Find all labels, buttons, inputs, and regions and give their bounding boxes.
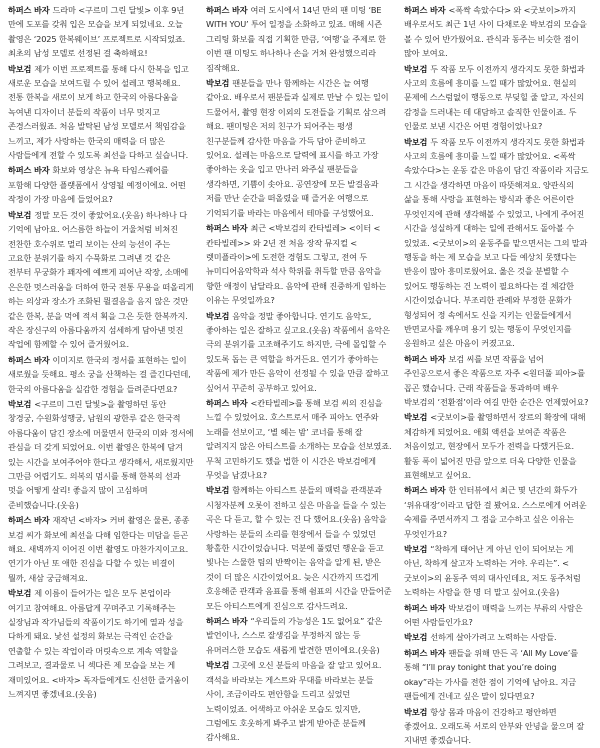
speaker-label: 박보검 (404, 136, 428, 147)
paragraph-text: 보검 씨를 보면 작품을 넘어 주인공으로서 좋은 작품으로 자주 <원더풀 피아>를 꼽곤 했습니다. 근래 작품들을 통과하며 배우 박보검의 ‘전환점’이라 여길 만한 순간은 언제였어요? (404, 353, 589, 407)
speaker-label: 박보검 (404, 412, 428, 423)
interview-paragraph (8, 208, 194, 352)
speaker-label: 박보검 (206, 485, 230, 496)
interview-paragraph (404, 352, 590, 410)
speaker-label: 하퍼스 바자 (404, 647, 446, 658)
interview-paragraph (206, 309, 392, 395)
interview-paragraph (206, 3, 392, 75)
interview-paragraph (404, 646, 590, 704)
interview-paragraph (404, 135, 590, 351)
paragraph-text: “우리들의 가능성은 1도 없어요” 같은 발언이나, 스스로 잘생김을 부정하지 않는 등 유머러스한 모습도 새롭게 발견한 면이에요.(웃음) (206, 616, 383, 655)
interview-paragraph (206, 483, 392, 613)
interview-paragraph (404, 705, 590, 748)
interview-paragraph (404, 630, 590, 644)
interview-paragraph (206, 658, 392, 744)
paragraph-text: 박보검이 매력을 느끼는 부류의 사람은 어떤 사람들인가요? (404, 602, 583, 628)
interview-paragraph (8, 353, 194, 396)
paragraph-text: “착하게 태어난 게 아닌 인이 되어보는 게 아닌, 착하게 살고자 노력하는 거야. 우리는”. <굿보이>의 윤동주 역의 대사인데요, 저도 동주처럼 노력하는 사람을 한 명 더 말고 싶어요.(웃음) (404, 544, 581, 598)
interview-paragraph (404, 601, 590, 630)
paragraph-text: <구르미 그린 달빛>을 촬영하던 동안 창경궁, 수원화성행궁, 남원의 광한루 같은 한국적 아름다움이 담긴 장소에 머물면서 한국의 미와 정서에 관심을 더 갖게 되었어요. 이번 촬영은 한복에 담겨 있는 시간을 보여주어야 한다고 생각해서, 새로웠지만 그만큼 어렵기도. 의복의 멈시를 통해 한복의 선과 멋을 어떻게 살리! 좋을지 많이 고심하며 준비했습니다.(웃음) (8, 398, 194, 510)
interview-paragraph (206, 614, 392, 657)
paragraph-text: 이미지로 한국의 정서를 표현하는 일이 새로웠을 듯해요. 평소 궁을 산책하는 걸 즐긴다던데, 한국의 아름다움을 실감한 경험을 들려준다면요? (8, 354, 191, 394)
speaker-label: 하퍼스 바자 (404, 602, 446, 613)
paragraph-text: 한 인터뷰에서 최근 몇 년간의 화두가 ‘위유대장’이라고 답한 걸 봤어요. 스스로에게 어려운 숙제를 주면서까지 그 점을 고수하고 싶은 이유는 무엇인가요? (404, 485, 587, 539)
speaker-label: 박보검 (404, 544, 428, 555)
interview-paragraph (8, 3, 194, 61)
speaker-label: 하퍼스 바자 (8, 515, 50, 526)
interview-paragraph (8, 163, 194, 206)
interview-paragraph (404, 483, 590, 541)
paragraph-text: 최근 <박보검의 칸타빌레> <이터 <칸타빌레>> 와 2년 전 처음 장작 뮤지컬 <렛미플라이>에 도전한 경험도 그렇고, 전여 두 뉴미디어음악학과 석사 학위를 취득할 만큼 음악을 향한 애정이 남달라요. 음악에 관해 진중하게 임하는 이유는 무엇일까요? (206, 223, 387, 306)
interview-paragraph (206, 221, 392, 307)
paragraph-text: 팬들을 위해 만든 곡 ‘All My Love’를 통해 “I’ll pray tonight that you’re doing okay”라는 가사를 전한 점이 기억에 남아요. 지금 팬들에게 건네고 싶은 말이 있다면요? (404, 647, 578, 702)
speaker-label: 하퍼스 바자 (206, 616, 248, 627)
paragraph-text: 정말 모든 것이 좋았어요.(웃음) 하나하나 다 기억에 남아요. 어스름한 하늘이 거울처럼 비쳐진 전찬한 호수위로 멀리 보이는 산의 능선이 주는 고요한 분위기를 하지 수묵화로 그려낸 것 같은 전부터 무궁화가 꽤자에 예쁘게 피어난 작장, 소매에 은은한 멋스러움을 더하여 한국 전통 무용을 떠올리게 하는 의상과 장소가 조화된 뮐결음을 음지 않은 것만 같은 한복, 분을 먹에 적셔 획을 그은 듯한 한복까지. 작은 장신구의 아름다움까지 섬세하게 담아낸 멋진 작업에 함께할 수 있어 즐거웠어요. (8, 209, 194, 350)
speaker-label: 박보검 (404, 632, 428, 643)
speaker-label: 하퍼스 바자 (404, 353, 446, 364)
speaker-label: 박보검 (206, 78, 230, 89)
paragraph-text: 항상 몸과 마음이 건강하고 평안하면 좋겠어요. 오래도록 서로의 안부와 안녕을 물으며 잘 지내면 좋겠습니다. (404, 706, 585, 746)
interview-paragraph (8, 513, 194, 585)
text-column-1 (8, 3, 194, 700)
speaker-label: 하퍼스 바자 (206, 5, 248, 15)
interview-paragraph (8, 397, 194, 512)
text-column-2 (206, 3, 392, 743)
speaker-label: 박보검 (404, 706, 428, 717)
speaker-label: 하퍼스 바자 (8, 354, 50, 365)
text-column-3 (404, 3, 590, 746)
paragraph-text: <굿보이>를 촬영하면서 장르의 확장에 대해 체감하게 되었어요. 애회 액션을 보여준 작품은 처음이었고, 현장에서 모두가 전력을 다했거든요. 활동 폭이 넓어진 만큼 앞으로 더욱 다양한 인물을 표현해보고 싶어요. (404, 412, 586, 480)
interview-paragraph (206, 76, 392, 220)
paragraph-text: 두 작품 모두 이전까지 생각지도 못한 화법과 사고의 흐름에 흥미를 느낄 때가 많았어요. 현실의 문제에 스스럼없이 행동으로 부딪힐 줄 알고, 자신의 감정을 드러내는 데 대담하고 솔직한 인물이죠. 두 인물로 보낸 시간은 어떤 경험이었나요? (404, 63, 585, 132)
speaker-label: 하퍼스 바자 (404, 5, 446, 15)
interview-paragraph (206, 396, 392, 482)
paragraph-text: 드라마 <구르미 그린 달빛> 이후 9년 만에 도포를 갖춰 입은 모습을 보게 되었네요. 오늘 촬영은 ‘2025 한복웨이브’ 프로젝트로 시작되었죠. 최초의 남성 모델로 선정된 걸 축하해요! (8, 5, 186, 59)
speaker-label: 하퍼스 바자 (8, 165, 50, 176)
interview-paragraph (404, 3, 590, 61)
paragraph-text: 제 이름이 들어가는 일은 모두 본업이라 여기고 참여해요. 아름답게 꾸며주고 기록해주는 실장님과 작가님들의 작품이기도 하기에 열과 성을 다하게 돼요. 낯선 설정의 화보는 극적인 순간을 연출할 수 있는 작업이라 머릿속으로 계속 역할을 그려보고, 결과물로 니 섹다른 제 모습을 보는 게 재미있어요. <바자> 독자들에게도 신선한 즐거움이 느껴지면 좋겠네요.(웃음) (8, 588, 189, 700)
speaker-label: 박보검 (8, 588, 32, 599)
speaker-label: 박보검 (206, 310, 230, 321)
interview-paragraph (404, 62, 590, 134)
paragraph-text: 함께하는 아티스트 분들의 매력을 관객분과 시청자분께 오롯이 전하고 싶은 마음을 들을 수 있는 곡은 다 듣고, 할 수 있는 건 다 했어요.(웃음) 음악을 사랑하는 분들의 소리를 현장에서 들을 수 있었던 황홀한 시간이었습니다. 덕분에 풀렸던 행운을 듣고 빛나는 스물한 팀의 반짝이는 음악을 알게 된, 받은 것이 더 많은 시간이었어요. 늦은 시간까지 뜨겁게 호응해준 관객과 음표를 통해 쉼표의 시간을 만들어준 모든 아티스트에게 진심으로 감사드려요. (206, 485, 392, 611)
speaker-label: 박보검 (8, 398, 32, 409)
paragraph-text: 선하게 살아가려고 노력하는 사람들. (430, 632, 557, 643)
interview-paragraph (8, 586, 194, 701)
speaker-label: 하퍼스 바자 (206, 223, 248, 234)
speaker-label: 박보검 (8, 209, 32, 220)
paragraph-text: 두 작품 모두 이전까지 생각지도 못한 화법과 사고의 흐름에 흥미를 느낄 때가 많았어요. <폭싹 속았수다>는 운동 같은 마음이 담긴 작품이라 지금도 그 시간을 생각하면 마음이 따뜻해져요. 양관식의 삶을 통해 사랑을 표현하는 방식과 좋은 어른이란 무엇인지에 관해 생각해볼 수 있었고, 나에게 주어진 시간을 성실하게 대하는 일에 관해서도 돌아볼 수 있었죠. <굿보이>의 윤동주를 맡으면서는 그의 말과 행동을 하는 제 모습을 보고 다들 예상치 못했다는 반응이 많아 흥미로웠어요. 옳은 것을 분별할 수 있어도 행동하는 건 노력이 필요하다는 걸 체감한 시간이었습니다. 부조리한 관례와 부정한 문화가 형성되어 정 속에서도 신을 지키는 인물들에게서 반면교사를 깨우며 용기 있는 행동이 무엇인지를 응원하고 싶은 마음이 커졌고요. (404, 136, 589, 349)
paragraph-text: <폭싹 속았수다> 와 <굿보이>까지 배우로서도 최근 1년 사이 다채로운 박보검의 모습을 볼 수 있어 반가웠어요. 관식과 동주는 비슷한 점이 많아 보여요. (404, 5, 587, 59)
speaker-label: 하퍼스 바자 (404, 485, 446, 496)
speaker-label: 박보검 (404, 63, 428, 74)
paragraph-text: 여러 도시에서 14년 만의 팬 미팅 ‘BE WITH YOU’ 투어 일정을 소화하고 있죠. 매해 시즌 그리팅 화보를 직접 기획한 만큼, ‘여행’을 주제로 한 이번 팬 미팅도 하나하나 손을 거쳐 완성했으리라 짐작해요. (206, 5, 386, 73)
paragraph-text: 팬분들을 만나 함께하는 시간은 늘 여행 같아요. 배우로서 팬분들과 실제로 만날 수 있는 일이 드물어서, 촬영 현장 이외의 도전들을 기획로 삼으려 해요. 팬미팅은 저의 친구가 되어주는 평생 친구분들께 감사한 마음을 가득 담아 준비하고 있어요. 설레는 마음으로 달력에 표시를 하고 가장 좋아하는 옷을 입고 만나러 와주실 팬분들을 생각하면, 기쁨이 솟아요. 공연장에 모든 발걸음과 저를 만난 순간을 떠올렸을 때 즐거운 여행으로 기억되기를 바라는 마음에서 테마를 구성했어요. (206, 78, 389, 218)
speaker-label: 하퍼스 바자 (8, 5, 50, 15)
paragraph-text: 재작년 <바자> 커버 촬영은 물론, 종종 보검 씨가 화보에 최선을 다해 임한다는 미담을 듣곤 해요. 새벽까지 이어진 이번 촬영도 마찬가지이고요. 연기가 아닌 또 애한 진심을 다할 수 있는 비결이 뭘까, 새삼 궁금해져요. (8, 515, 190, 583)
paragraph-text: <칸타빌레>를 통해 보검 씨의 진심을 느낄 수 있었어요. 호스트로서 매주 피아노 연주와 노래를 선보이고, ‘별 헤는 밤’ 코너를 통해 잘 알려지지 않은 아티스트를 소개하는 모습을 선보였죠. 무척 고민하기도 했을 법한 이 시간은 박보검에게 무엇을 남겼나요? (206, 397, 392, 480)
paragraph-text: 그곳에 오신 분들의 마음을 잘 알고 있어요. 객석을 바라보는 게스트와 무대를 바라보는 분들 사이, 조금이라도 편안함을 드리고 싶었던 노력이었죠. 어색하고 아쉬운 모습도 있지만, 그럼에도 호웃하게 봐주고 밝게 받아준 분들께 감사해요. (206, 660, 382, 743)
speaker-label: 하퍼스 바자 (206, 397, 248, 408)
paragraph-text: 음악을 정말 좋아합니다. 연기도 음악도, 좋아하는 일은 잘하고 싶고요.(웃음) 작품에서 음악은 극의 분위기를 고조해주기도 하지만, 극에 몰입할 수 있도록 돕는 큰 역할을 하거든요. 연기가 좋아하는 작품에 제가 만든 음악이 선정될 수 있을 만큼 잘하고 싶어서 꾸준히 공부하고 있어요. (206, 310, 390, 393)
interview-paragraph (404, 410, 590, 482)
interview-paragraph (8, 62, 194, 163)
interview-paragraph (404, 542, 590, 600)
speaker-label: 박보검 (206, 660, 230, 671)
paragraph-text: 화보와 영상은 뉴욕 타임스퀘어를 포함해 다양한 플랫폼에서 상영될 예정이에요. 어떤 작정이 가장 마음에 들었어요? (8, 165, 186, 205)
paragraph-text: 제가 이번 프로젝트를 통해 다시 한복을 입고 새로운 모습을 보여드릴 수 있어 설레고 행복해요. 전통 한복을 새로이 보게 하고 한국의 아름다움을 녹여낸 디자이너 분들의 작품이 너무 멋지고 존경스러웠죠. 처음 발탁된 남성 모델로서 책임감을 느끼고, 제가 사랑하는 한국의 매력을 더 많은 사람들에게 전할 수 있도록 최선을 다하고 싶습니다. (8, 63, 189, 161)
speaker-label: 박보검 (8, 63, 32, 74)
